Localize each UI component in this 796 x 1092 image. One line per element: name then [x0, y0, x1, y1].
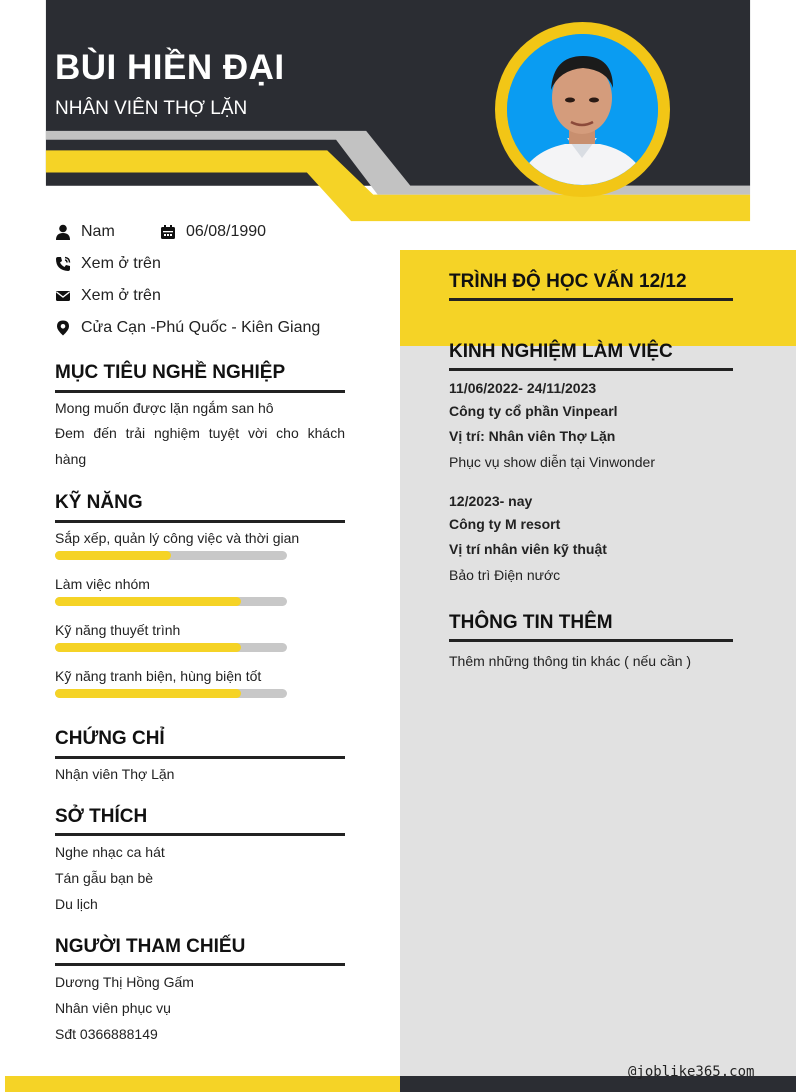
skill-bar [55, 643, 287, 652]
extra-info-heading: THÔNG TIN THÊM [449, 612, 613, 633]
skill-label: Sắp xếp, quản lý công việc và thời gian [55, 530, 300, 546]
job-title: NHÂN VIÊN THỢ LẶN [55, 98, 248, 119]
candidate-name: BÙI HIỀN ĐẠI [55, 48, 285, 87]
skill-bar [55, 551, 287, 560]
phone-value: Xem ở trên [81, 255, 161, 272]
certificate-item: Nhận viên Thợ Lặn [55, 766, 175, 782]
user-icon [55, 224, 71, 240]
experience-divider [449, 368, 733, 371]
references-divider [55, 963, 345, 966]
objective-divider [55, 390, 345, 393]
reference-item: Dương Thị Hồng Gấm [55, 974, 194, 990]
job-company: Công ty M resort [449, 516, 561, 532]
right-column-background [400, 250, 796, 1092]
avatar-frame [495, 22, 670, 197]
watermark: @joblike365.com [628, 1064, 755, 1080]
job-description: Bảo trì Điện nước [449, 567, 561, 583]
certificates-divider [55, 756, 345, 759]
skill-label: Làm việc nhóm [55, 576, 150, 592]
calendar-icon [160, 224, 176, 240]
job-description: Phục vụ show diễn tại Vinwonder [449, 454, 655, 470]
references-heading: NGƯỜI THAM CHIẾU [55, 936, 246, 957]
phone-icon [55, 256, 71, 272]
gender-value: Nam [81, 223, 115, 240]
extra-info-text: Thêm những thông tin khác ( nếu cần ) [449, 653, 692, 669]
footer-bar-left [0, 1076, 400, 1092]
skills-heading: KỸ NĂNG [55, 492, 143, 513]
skill-bar-fill [55, 551, 171, 560]
hobby-item: Tán gẫu bạn bè [55, 870, 154, 886]
location-pin-icon [55, 320, 71, 336]
hobby-item: Du lịch [55, 896, 98, 912]
certificates-heading: CHỨNG CHỈ [55, 728, 165, 749]
contact-phone [55, 253, 161, 275]
objective-line-2: Đem đến trải nghiệm tuyệt vời cho khách hàng [55, 425, 345, 467]
skill-bar-fill [55, 597, 241, 606]
birthdate-value: 06/08/1990 [186, 223, 267, 240]
hobbies-divider [55, 833, 345, 836]
objective-line-1: Mong muốn được lặn ngắm san hô [55, 400, 274, 416]
extra-info-divider [449, 639, 733, 642]
hobby-item: Nghe nhạc ca hát [55, 844, 165, 860]
contact-birthdate [160, 221, 266, 243]
skill-label: Kỹ năng tranh biện, hùng biện tốt [55, 668, 262, 684]
reference-item: Sđt 0366888149 [55, 1026, 158, 1042]
objective-heading: MỤC TIÊU NGHỀ NGHIỆP [55, 362, 286, 383]
reference-item: Nhân viên phục vụ [55, 1000, 171, 1016]
job-company: Công ty cổ phần Vinpearl [449, 403, 618, 419]
contact-gender [55, 221, 115, 243]
education-divider [449, 298, 733, 301]
skills-divider [55, 520, 345, 523]
avatar [507, 34, 658, 185]
skill-label: Kỹ năng thuyết trình [55, 622, 181, 638]
address-value: Cửa Cạn -Phú Quốc - Kiên Giang [81, 319, 321, 336]
hobbies-heading: SỞ THÍCH [55, 806, 148, 827]
job-period: 12/2023- nay [449, 493, 533, 509]
envelope-icon [55, 288, 71, 304]
skill-bar-fill [55, 689, 241, 698]
skill-bar [55, 689, 287, 698]
email-value: Xem ở trên [81, 287, 161, 304]
skill-bar-fill [55, 643, 241, 652]
skill-bar [55, 597, 287, 606]
job-position: Vị trí: Nhân viên Thợ Lặn [449, 428, 616, 444]
avatar-portrait [507, 34, 658, 185]
contact-email [55, 285, 161, 307]
job-position: Vị trí nhân viên kỹ thuật [449, 541, 607, 557]
job-period: 11/06/2022- 24/11/2023 [449, 380, 597, 396]
education-heading: TRÌNH ĐỘ HỌC VẤN 12/12 [449, 271, 687, 292]
contact-address [55, 317, 320, 339]
experience-heading: KINH NGHIỆM LÀM VIỆC [449, 341, 673, 362]
